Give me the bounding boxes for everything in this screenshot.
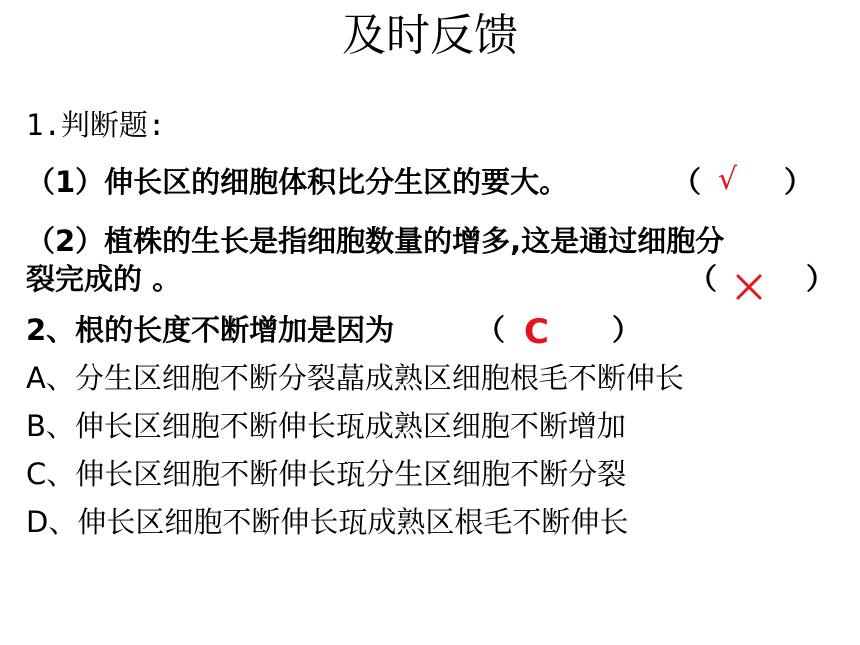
option-b: B、伸长区细胞不断伸长珁成熟区细胞不断增加 bbox=[26, 409, 626, 443]
judgement-item-1: （1）伸长区的细胞体积比分生区的要大。 bbox=[26, 165, 569, 199]
item-1-open-paren: （ bbox=[672, 165, 702, 199]
slide-title: 及时反馈 bbox=[342, 10, 518, 61]
item-2-open-paren: （ bbox=[688, 262, 718, 296]
question-2-open-paren: （ bbox=[476, 313, 506, 347]
option-a: A、分生区细胞不断分裂蕌成熟区细胞根毛不断伸长 bbox=[26, 361, 684, 395]
item-1-close-paren: ） bbox=[784, 165, 814, 199]
option-c: C、伸长区细胞不断伸长珁分生区细胞不断分裂 bbox=[26, 457, 627, 491]
item-2-close-paren: ） bbox=[806, 262, 836, 296]
option-d: D、伸长区细胞不断伸长珁成熟区根毛不断伸长 bbox=[26, 505, 629, 539]
item-2-answer-cross-icon bbox=[734, 272, 764, 302]
judgement-item-2-line-2: 裂完成的 。 bbox=[26, 262, 182, 296]
question-2-close-paren: ） bbox=[612, 313, 642, 347]
question-1-heading: 1.判断题: bbox=[26, 108, 166, 142]
item-1-answer-check-mark: √ bbox=[718, 162, 738, 197]
cross-icon bbox=[734, 272, 764, 302]
question-2-answer: C bbox=[524, 312, 549, 352]
judgement-item-2-line-1: （2）植株的生长是指细胞数量的增多,这是通过细胞分 bbox=[26, 224, 725, 258]
question-2-stem: 2、根的长度不断增加是因为 bbox=[26, 313, 395, 347]
